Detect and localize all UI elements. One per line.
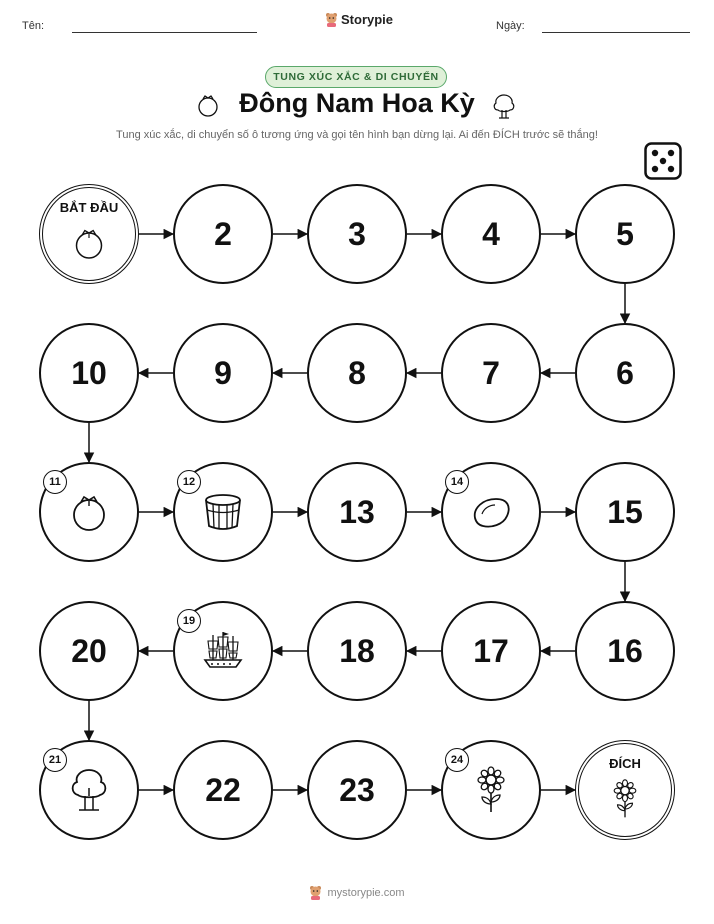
cell-number: 22 bbox=[205, 771, 241, 808]
ship-icon bbox=[199, 627, 247, 675]
peach-icon bbox=[69, 223, 109, 263]
board-cell bbox=[575, 323, 675, 423]
cell-number: 17 bbox=[473, 632, 509, 669]
board-cell bbox=[307, 323, 407, 423]
cell-number-badge: 12 bbox=[177, 470, 201, 494]
board-cell bbox=[307, 462, 407, 562]
cell-number: 8 bbox=[348, 354, 366, 391]
cell-number-badge: 14 bbox=[445, 470, 469, 494]
flower-icon bbox=[605, 779, 645, 819]
board-cell bbox=[173, 462, 273, 562]
date-label: Ngày: bbox=[496, 20, 525, 32]
board-cell bbox=[39, 323, 139, 423]
board-cell bbox=[575, 462, 675, 562]
cell-number: 23 bbox=[339, 771, 375, 808]
stone-icon bbox=[467, 488, 515, 536]
board-cell bbox=[307, 184, 407, 284]
bear-icon bbox=[309, 885, 322, 900]
footer bbox=[0, 885, 714, 900]
board-cell bbox=[173, 740, 273, 840]
board-cell bbox=[575, 601, 675, 701]
cell-number: 20 bbox=[71, 632, 107, 669]
cell-number-badge: 19 bbox=[177, 609, 201, 633]
footer-site: mystorypie.com bbox=[327, 886, 405, 899]
board-cell bbox=[441, 184, 541, 284]
cell-number: 15 bbox=[607, 493, 643, 530]
board-cell bbox=[441, 601, 541, 701]
flower-icon bbox=[467, 766, 515, 814]
cell-number: 18 bbox=[339, 632, 375, 669]
board-cell bbox=[307, 740, 407, 840]
instructions: Tung xúc xắc, di chuyển số ô tương ứng và gọi tên hình bạn dừng lại. Ai đến ĐÍCH trước sẽ thắng! bbox=[116, 129, 598, 141]
board-cell bbox=[307, 601, 407, 701]
board-cell bbox=[575, 184, 675, 284]
board-cell bbox=[39, 740, 139, 840]
cell-number: 3 bbox=[348, 215, 366, 252]
board-cell bbox=[173, 184, 273, 284]
cell-number: 13 bbox=[339, 493, 375, 530]
brand-name: Storypie bbox=[341, 12, 394, 27]
cell-number: 7 bbox=[482, 354, 500, 391]
drum-icon bbox=[199, 488, 247, 536]
tree-icon bbox=[65, 766, 113, 814]
finish-cell bbox=[575, 740, 675, 840]
cell-number: 16 bbox=[607, 632, 643, 669]
board-cell bbox=[441, 323, 541, 423]
board-cell bbox=[173, 601, 273, 701]
start-cell bbox=[39, 184, 139, 284]
page-title: Đông Nam Hoa Kỳ bbox=[239, 88, 475, 118]
board-cell bbox=[173, 323, 273, 423]
cell-number-badge: 24 bbox=[445, 748, 469, 772]
cell-number-badge: 21 bbox=[43, 748, 67, 772]
cell-number: 10 bbox=[71, 354, 107, 391]
cell-number: 5 bbox=[616, 215, 634, 252]
board-cell bbox=[441, 462, 541, 562]
cell-number-badge: 11 bbox=[43, 470, 67, 494]
game-tag: TUNG XÚC XẮC & DI CHUYỂN bbox=[265, 66, 447, 88]
cell-label: BẮT ĐẦU bbox=[59, 200, 119, 215]
board-cell bbox=[39, 601, 139, 701]
board-cell bbox=[441, 740, 541, 840]
cell-number: 2 bbox=[214, 215, 232, 252]
board-cell bbox=[39, 462, 139, 562]
name-label: Tên: bbox=[22, 20, 45, 32]
peach-icon bbox=[65, 488, 113, 536]
cell-number: 4 bbox=[482, 215, 500, 252]
cell-label: ĐÍCH bbox=[609, 756, 641, 771]
cell-number: 9 bbox=[214, 354, 232, 391]
cell-number: 6 bbox=[616, 354, 634, 391]
